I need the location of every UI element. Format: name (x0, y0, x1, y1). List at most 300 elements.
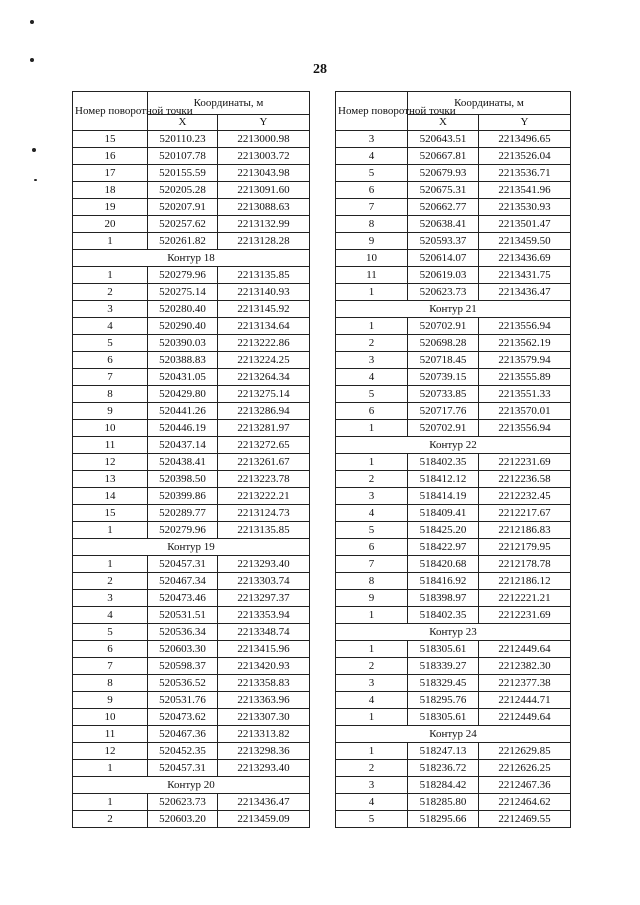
x-coordinate-cell: 520390.03 (148, 335, 218, 352)
y-coordinate-cell: 2213313.82 (218, 726, 310, 743)
point-number-cell: 14 (73, 488, 148, 505)
table-row (73, 709, 310, 726)
x-coordinate-cell: 520107.78 (148, 148, 218, 165)
x-coordinate-cell: 520662.77 (408, 199, 479, 216)
x-coordinate-cell: 520679.93 (408, 165, 479, 182)
y-coordinate-cell: 2213264.34 (218, 369, 310, 386)
table-row (336, 199, 571, 216)
x-coordinate-cell: 520623.73 (408, 284, 479, 301)
x-coordinate-cell: 520536.52 (148, 675, 218, 692)
table-row (336, 811, 571, 828)
x-coordinate-cell: 520207.91 (148, 199, 218, 216)
y-coordinate-cell: 2213222.21 (218, 488, 310, 505)
table-row (336, 352, 571, 369)
contour-label: Контур 19 (73, 539, 310, 556)
y-coordinate-cell: 2213579.94 (479, 352, 571, 369)
y-coordinate-cell: 2213551.33 (479, 386, 571, 403)
x-coordinate-cell: 518398.97 (408, 590, 479, 607)
y-coordinate-cell: 2213297.37 (218, 590, 310, 607)
point-number-cell: 8 (336, 216, 408, 233)
y-coordinate-cell: 2213348.74 (218, 624, 310, 641)
point-number-cell: 4 (73, 607, 148, 624)
x-coordinate-cell: 518339.27 (408, 658, 479, 675)
table-row (336, 454, 571, 471)
point-number-cell: 11 (336, 267, 408, 284)
x-coordinate-cell: 520457.31 (148, 556, 218, 573)
x-coordinate-cell: 520638.41 (408, 216, 479, 233)
y-coordinate-cell: 2212449.64 (479, 641, 571, 658)
x-coordinate-cell: 520398.50 (148, 471, 218, 488)
x-coordinate-cell: 518285.80 (408, 794, 479, 811)
table-row (336, 335, 571, 352)
contour-row (336, 624, 571, 641)
table-row (73, 607, 310, 624)
header-coordinates: Координаты, м (148, 92, 310, 115)
coordinates-table-right (335, 91, 571, 828)
y-coordinate-cell: 2213043.98 (218, 165, 310, 182)
y-coordinate-cell: 2213556.94 (479, 318, 571, 335)
x-coordinate-cell: 518414.19 (408, 488, 479, 505)
table-row (73, 369, 310, 386)
point-number-cell: 1 (336, 607, 408, 624)
y-coordinate-cell: 2212232.45 (479, 488, 571, 505)
table-row (336, 471, 571, 488)
point-number-cell: 9 (336, 233, 408, 250)
x-coordinate-cell: 520110.23 (148, 131, 218, 148)
table-row (73, 148, 310, 165)
table-row (73, 488, 310, 505)
table-row (73, 216, 310, 233)
x-coordinate-cell: 520289.77 (148, 505, 218, 522)
y-coordinate-cell: 2213135.85 (218, 522, 310, 539)
table-row (336, 607, 571, 624)
point-number-cell: 16 (73, 148, 148, 165)
x-coordinate-cell: 518422.97 (408, 539, 479, 556)
x-coordinate-cell: 520388.83 (148, 352, 218, 369)
table-row (73, 794, 310, 811)
x-coordinate-cell: 520739.15 (408, 369, 479, 386)
point-number-cell: 5 (336, 522, 408, 539)
point-number-cell: 3 (73, 590, 148, 607)
x-coordinate-cell: 520623.73 (148, 794, 218, 811)
x-coordinate-cell: 520717.76 (408, 403, 479, 420)
y-coordinate-cell: 2213272.65 (218, 437, 310, 454)
x-coordinate-cell: 520473.62 (148, 709, 218, 726)
header-point-number: Номер поворотной точки (336, 92, 408, 131)
table-body (73, 131, 310, 828)
x-coordinate-cell: 520399.86 (148, 488, 218, 505)
x-coordinate-cell: 518425.20 (408, 522, 479, 539)
table-row (73, 590, 310, 607)
y-coordinate-cell: 2212377.38 (479, 675, 571, 692)
table-row (336, 522, 571, 539)
table-row (73, 454, 310, 471)
point-number-cell: 6 (336, 182, 408, 199)
contour-row (336, 437, 571, 454)
point-number-cell: 3 (336, 777, 408, 794)
point-number-cell: 2 (73, 284, 148, 301)
x-coordinate-cell: 520702.91 (408, 318, 479, 335)
header-coordinates: Координаты, м (408, 92, 571, 115)
table-row (336, 709, 571, 726)
y-coordinate-cell: 2213530.93 (479, 199, 571, 216)
x-coordinate-cell: 520446.19 (148, 420, 218, 437)
y-coordinate-cell: 2212179.95 (479, 539, 571, 556)
table-row (73, 267, 310, 284)
point-number-cell: 5 (336, 811, 408, 828)
point-number-cell: 1 (336, 420, 408, 437)
point-number-cell: 9 (73, 692, 148, 709)
page-number: 28 (313, 62, 327, 77)
table-row (336, 539, 571, 556)
x-coordinate-cell: 518295.66 (408, 811, 479, 828)
x-coordinate-cell: 520675.31 (408, 182, 479, 199)
table-row (73, 199, 310, 216)
header-x: X (148, 115, 218, 131)
x-coordinate-cell: 518420.68 (408, 556, 479, 573)
x-coordinate-cell: 518412.12 (408, 471, 479, 488)
point-number-cell: 4 (336, 505, 408, 522)
table-row (73, 522, 310, 539)
y-coordinate-cell: 2213526.04 (479, 148, 571, 165)
table-row (73, 335, 310, 352)
point-number-cell: 3 (336, 488, 408, 505)
x-coordinate-cell: 518329.45 (408, 675, 479, 692)
header-y: Y (479, 115, 571, 131)
x-coordinate-cell: 520279.96 (148, 267, 218, 284)
y-coordinate-cell: 2213145.92 (218, 301, 310, 318)
table-row (336, 182, 571, 199)
point-number-cell: 1 (336, 454, 408, 471)
point-number-cell: 8 (73, 386, 148, 403)
contour-label: Контур 23 (336, 624, 571, 641)
y-coordinate-cell: 2213536.71 (479, 165, 571, 182)
y-coordinate-cell: 2213358.83 (218, 675, 310, 692)
contour-label: Контур 24 (336, 726, 571, 743)
x-coordinate-cell: 518236.72 (408, 760, 479, 777)
point-number-cell: 8 (336, 573, 408, 590)
x-coordinate-cell: 520441.26 (148, 403, 218, 420)
table-row (336, 692, 571, 709)
header-y: Y (218, 115, 310, 131)
point-number-cell: 3 (336, 675, 408, 692)
point-number-cell: 6 (73, 352, 148, 369)
table-row (336, 386, 571, 403)
x-coordinate-cell: 520473.46 (148, 590, 218, 607)
y-coordinate-cell: 2212186.12 (479, 573, 571, 590)
y-coordinate-cell: 2213496.65 (479, 131, 571, 148)
x-coordinate-cell: 520603.30 (148, 641, 218, 658)
x-coordinate-cell: 520598.37 (148, 658, 218, 675)
table-row (73, 233, 310, 250)
x-coordinate-cell: 520452.35 (148, 743, 218, 760)
point-number-cell: 1 (73, 760, 148, 777)
y-coordinate-cell: 2213140.93 (218, 284, 310, 301)
x-coordinate-cell: 520531.76 (148, 692, 218, 709)
point-number-cell: 17 (73, 165, 148, 182)
y-coordinate-cell: 2213459.50 (479, 233, 571, 250)
point-number-cell: 7 (336, 199, 408, 216)
x-coordinate-cell: 520702.91 (408, 420, 479, 437)
table-row (336, 556, 571, 573)
y-coordinate-cell: 2213281.97 (218, 420, 310, 437)
point-number-cell: 6 (336, 539, 408, 556)
point-number-cell: 1 (73, 267, 148, 284)
y-coordinate-cell: 2212626.25 (479, 760, 571, 777)
point-number-cell: 19 (73, 199, 148, 216)
table-row (73, 743, 310, 760)
x-coordinate-cell: 520257.62 (148, 216, 218, 233)
point-number-cell: 18 (73, 182, 148, 199)
header-x: X (408, 115, 479, 131)
point-number-cell: 4 (336, 692, 408, 709)
point-number-cell: 2 (336, 471, 408, 488)
y-coordinate-cell: 2213436.69 (479, 250, 571, 267)
point-number-cell: 12 (73, 743, 148, 760)
table-body (336, 131, 571, 828)
x-coordinate-cell: 520457.31 (148, 760, 218, 777)
table-row (73, 505, 310, 522)
table-row (73, 658, 310, 675)
table-row (336, 488, 571, 505)
point-number-cell: 11 (73, 437, 148, 454)
x-coordinate-cell: 520279.96 (148, 522, 218, 539)
y-coordinate-cell: 2213000.98 (218, 131, 310, 148)
y-coordinate-cell: 2212236.58 (479, 471, 571, 488)
y-coordinate-cell: 2213286.94 (218, 403, 310, 420)
point-number-cell: 1 (336, 641, 408, 658)
x-coordinate-cell: 520531.51 (148, 607, 218, 624)
table-row (336, 590, 571, 607)
y-coordinate-cell: 2213459.09 (218, 811, 310, 828)
table-row (336, 777, 571, 794)
y-coordinate-cell: 2213303.74 (218, 573, 310, 590)
x-coordinate-cell: 520467.36 (148, 726, 218, 743)
point-number-cell: 10 (73, 709, 148, 726)
x-coordinate-cell: 520733.85 (408, 386, 479, 403)
x-coordinate-cell: 520643.51 (408, 131, 479, 148)
table-row (73, 352, 310, 369)
table-row (336, 760, 571, 777)
point-number-cell: 5 (336, 386, 408, 403)
y-coordinate-cell: 2212382.30 (479, 658, 571, 675)
y-coordinate-cell: 2213363.96 (218, 692, 310, 709)
point-number-cell: 3 (73, 301, 148, 318)
y-coordinate-cell: 2213570.01 (479, 403, 571, 420)
x-coordinate-cell: 518416.92 (408, 573, 479, 590)
x-coordinate-cell: 518284.42 (408, 777, 479, 794)
point-number-cell: 2 (73, 573, 148, 590)
point-number-cell: 1 (73, 522, 148, 539)
y-coordinate-cell: 2213293.40 (218, 556, 310, 573)
point-number-cell: 15 (73, 131, 148, 148)
point-number-cell: 3 (336, 352, 408, 369)
table-row (73, 420, 310, 437)
point-number-cell: 7 (73, 658, 148, 675)
x-coordinate-cell: 518305.61 (408, 709, 479, 726)
x-coordinate-cell: 518402.35 (408, 454, 479, 471)
point-number-cell: 2 (336, 335, 408, 352)
y-coordinate-cell: 2213132.99 (218, 216, 310, 233)
contour-row (73, 777, 310, 794)
y-coordinate-cell: 2213436.47 (218, 794, 310, 811)
table-row (73, 284, 310, 301)
table-row (336, 318, 571, 335)
y-coordinate-cell: 2212444.71 (479, 692, 571, 709)
point-number-cell: 1 (336, 743, 408, 760)
y-coordinate-cell: 2213222.86 (218, 335, 310, 352)
contour-label: Контур 20 (73, 777, 310, 794)
point-number-cell: 7 (336, 556, 408, 573)
table-row (73, 641, 310, 658)
y-coordinate-cell: 2212186.83 (479, 522, 571, 539)
point-number-cell: 7 (73, 369, 148, 386)
table-row (73, 301, 310, 318)
table-row (73, 403, 310, 420)
table-row (73, 692, 310, 709)
header-point-number: Номер поворотной точки (73, 92, 148, 131)
point-number-cell: 5 (73, 335, 148, 352)
x-coordinate-cell: 520431.05 (148, 369, 218, 386)
x-coordinate-cell: 520467.34 (148, 573, 218, 590)
table-row (73, 726, 310, 743)
y-coordinate-cell: 2212469.55 (479, 811, 571, 828)
table-row (336, 641, 571, 658)
table-row (336, 658, 571, 675)
table-row (73, 760, 310, 777)
x-coordinate-cell: 520437.14 (148, 437, 218, 454)
table-row (73, 386, 310, 403)
point-number-cell: 4 (73, 318, 148, 335)
table-row (336, 675, 571, 692)
x-coordinate-cell: 520155.59 (148, 165, 218, 182)
table-row (73, 624, 310, 641)
y-coordinate-cell: 2213298.36 (218, 743, 310, 760)
y-coordinate-cell: 2212178.78 (479, 556, 571, 573)
x-coordinate-cell: 520275.14 (148, 284, 218, 301)
table-row (336, 505, 571, 522)
contour-row (73, 250, 310, 267)
x-coordinate-cell: 518409.41 (408, 505, 479, 522)
point-number-cell: 9 (336, 590, 408, 607)
table-row (73, 182, 310, 199)
point-number-cell: 4 (336, 148, 408, 165)
table-row (336, 165, 571, 182)
table-row (336, 573, 571, 590)
y-coordinate-cell: 2213501.47 (479, 216, 571, 233)
table-row (336, 216, 571, 233)
y-coordinate-cell: 2212231.69 (479, 454, 571, 471)
table-row (73, 318, 310, 335)
y-coordinate-cell: 2213431.75 (479, 267, 571, 284)
table-row (336, 369, 571, 386)
y-coordinate-cell: 2212221.21 (479, 590, 571, 607)
point-number-cell: 1 (73, 233, 148, 250)
contour-row (73, 539, 310, 556)
margin-mark (32, 148, 36, 152)
margin-mark (30, 20, 34, 24)
y-coordinate-cell: 2213353.94 (218, 607, 310, 624)
x-coordinate-cell: 520614.07 (408, 250, 479, 267)
x-coordinate-cell: 518305.61 (408, 641, 479, 658)
x-coordinate-cell: 520205.28 (148, 182, 218, 199)
x-coordinate-cell: 520280.40 (148, 301, 218, 318)
x-coordinate-cell: 520718.45 (408, 352, 479, 369)
y-coordinate-cell: 2213128.28 (218, 233, 310, 250)
y-coordinate-cell: 2212467.36 (479, 777, 571, 794)
point-number-cell: 5 (73, 624, 148, 641)
y-coordinate-cell: 2212217.67 (479, 505, 571, 522)
point-number-cell: 2 (73, 811, 148, 828)
y-coordinate-cell: 2213556.94 (479, 420, 571, 437)
table-row (336, 284, 571, 301)
contour-label: Контур 18 (73, 250, 310, 267)
x-coordinate-cell: 520290.40 (148, 318, 218, 335)
x-coordinate-cell: 520429.80 (148, 386, 218, 403)
y-coordinate-cell: 2213124.73 (218, 505, 310, 522)
x-coordinate-cell: 518247.13 (408, 743, 479, 760)
point-number-cell: 15 (73, 505, 148, 522)
y-coordinate-cell: 2213307.30 (218, 709, 310, 726)
point-number-cell: 4 (336, 794, 408, 811)
table-row (73, 811, 310, 828)
y-coordinate-cell: 2213224.25 (218, 352, 310, 369)
margin-mark (34, 179, 37, 181)
point-number-cell: 5 (336, 165, 408, 182)
point-number-cell: 1 (336, 709, 408, 726)
table-row (73, 471, 310, 488)
table-row (336, 233, 571, 250)
table-row (336, 794, 571, 811)
y-coordinate-cell: 2213135.85 (218, 267, 310, 284)
table-row (336, 743, 571, 760)
x-coordinate-cell: 520667.81 (408, 148, 479, 165)
table-row (336, 267, 571, 284)
point-number-cell: 12 (73, 454, 148, 471)
point-number-cell: 20 (73, 216, 148, 233)
table-row (73, 573, 310, 590)
point-number-cell: 6 (336, 403, 408, 420)
x-coordinate-cell: 520536.34 (148, 624, 218, 641)
y-coordinate-cell: 2213091.60 (218, 182, 310, 199)
contour-row (336, 726, 571, 743)
point-number-cell: 10 (73, 420, 148, 437)
table-row (73, 131, 310, 148)
contour-label: Контур 21 (336, 301, 571, 318)
x-coordinate-cell: 520261.82 (148, 233, 218, 250)
x-coordinate-cell: 518295.76 (408, 692, 479, 709)
table-row (336, 420, 571, 437)
y-coordinate-cell: 2213541.96 (479, 182, 571, 199)
contour-label: Контур 22 (336, 437, 571, 454)
y-coordinate-cell: 2213223.78 (218, 471, 310, 488)
x-coordinate-cell: 520603.20 (148, 811, 218, 828)
y-coordinate-cell: 2213134.64 (218, 318, 310, 335)
table-row (336, 250, 571, 267)
table-row (73, 437, 310, 454)
y-coordinate-cell: 2213562.19 (479, 335, 571, 352)
x-coordinate-cell: 518402.35 (408, 607, 479, 624)
table-row (336, 403, 571, 420)
table-row (73, 556, 310, 573)
point-number-cell: 1 (336, 284, 408, 301)
x-coordinate-cell: 520619.03 (408, 267, 479, 284)
table-row (336, 131, 571, 148)
point-number-cell: 2 (336, 658, 408, 675)
point-number-cell: 13 (73, 471, 148, 488)
point-number-cell: 4 (336, 369, 408, 386)
y-coordinate-cell: 2213293.40 (218, 760, 310, 777)
